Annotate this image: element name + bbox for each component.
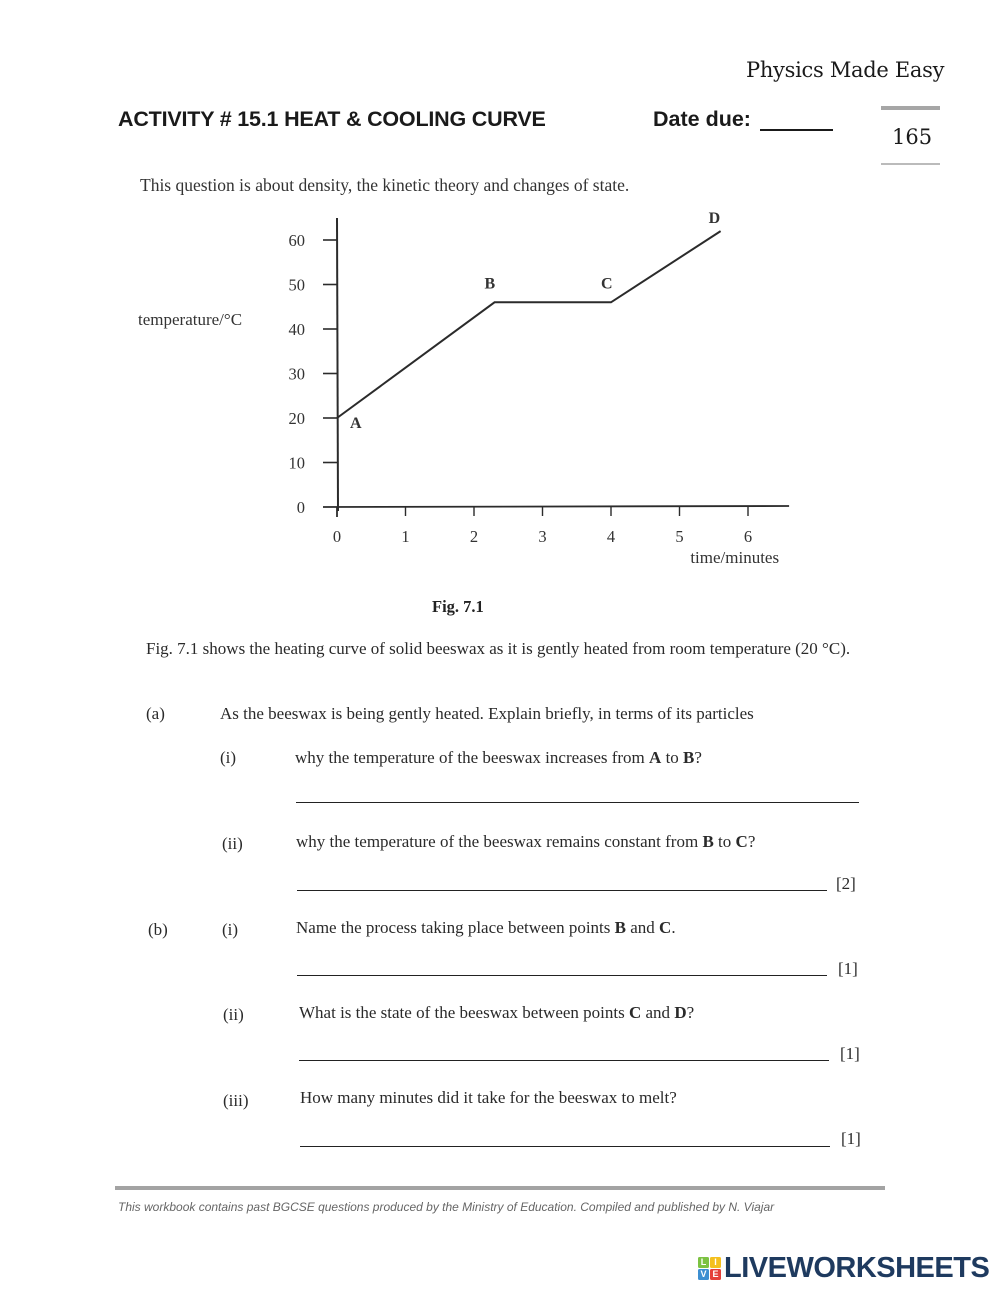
y-tick-label: 50 bbox=[288, 275, 305, 295]
question-text-segment: Name the process taking place between points bbox=[296, 918, 615, 937]
date-due-blank[interactable] bbox=[760, 129, 833, 131]
question-a-i-label: (i) bbox=[220, 748, 237, 767]
x-tick-label: 6 bbox=[743, 527, 753, 546]
page-number-rule-bottom bbox=[881, 163, 940, 165]
question-b-i-text bbox=[296, 918, 676, 938]
point-label-c: C bbox=[601, 275, 613, 293]
x-axis-label: time/minutes bbox=[690, 548, 780, 567]
point-label-a: A bbox=[350, 415, 362, 432]
question-text-segment: to bbox=[661, 748, 684, 767]
question-text-segment: why the temperature of the beeswax increases from bbox=[295, 748, 650, 767]
question-text-segment: ? bbox=[686, 1003, 695, 1022]
footer-rule bbox=[115, 1186, 885, 1190]
question-a-ii-label: (ii) bbox=[222, 834, 243, 853]
y-tick-label: 30 bbox=[288, 364, 305, 384]
date-due-label: Date due: bbox=[653, 107, 751, 131]
answer-line-a-i[interactable] bbox=[296, 802, 859, 803]
logo-tile: E bbox=[710, 1269, 721, 1280]
logo-tile: I bbox=[710, 1257, 721, 1268]
marks-b-i: [1] bbox=[838, 959, 858, 978]
point-label: C bbox=[659, 918, 672, 937]
logo-tile: L bbox=[698, 1257, 709, 1268]
liveworksheets-logo[interactable] bbox=[698, 1252, 990, 1284]
question-text-segment: why the temperature of the beeswax remains constant from bbox=[296, 832, 703, 851]
y-tick-label: 0 bbox=[296, 498, 305, 517]
question-text-segment: ? bbox=[747, 832, 756, 851]
y-tick-label: 60 bbox=[288, 231, 305, 250]
y-tick-label: 40 bbox=[288, 320, 305, 339]
marks-a-ii: [2] bbox=[836, 874, 856, 893]
question-text-segment: . bbox=[671, 918, 676, 937]
point-label: D bbox=[674, 1003, 687, 1022]
x-tick-label: 4 bbox=[606, 527, 616, 546]
answer-line-a-ii[interactable] bbox=[297, 890, 827, 891]
question-a-label: (a) bbox=[146, 704, 165, 723]
page-number: 165 bbox=[892, 125, 933, 149]
intro-text: This question is about density, the kinetic theory and changes of state. bbox=[140, 175, 630, 195]
logo-tiles-icon bbox=[698, 1257, 721, 1280]
x-tick-label: 5 bbox=[675, 527, 684, 546]
marks-b-ii: [1] bbox=[840, 1044, 860, 1063]
logo-tile: V bbox=[698, 1269, 709, 1280]
question-a-ii-text bbox=[296, 832, 755, 852]
x-axis-line bbox=[323, 506, 789, 507]
book-title: Physics Made Easy bbox=[746, 58, 945, 82]
footer-credit-text: This workbook contains past BGCSE questions produced by the Ministry of Education. Compiled and published by N. Viajar bbox=[118, 1200, 775, 1214]
question-text-segment: What is the state of the beeswax between points bbox=[299, 1003, 629, 1022]
point-label: A bbox=[649, 748, 662, 767]
point-label: C bbox=[735, 832, 748, 851]
heating-curve-line bbox=[337, 231, 721, 418]
question-text-segment: ? bbox=[694, 748, 702, 767]
activity-title: ACTIVITY # 15.1 HEAT & COOLING CURVE bbox=[118, 107, 546, 131]
point-label-b: B bbox=[484, 275, 496, 293]
question-b-ii-text bbox=[299, 1003, 694, 1023]
question-text-segment: and bbox=[641, 1003, 675, 1022]
point-label-d: D bbox=[708, 210, 721, 228]
y-axis-line bbox=[337, 218, 338, 511]
logo-wordmark: LIVEWORKSHEETS bbox=[724, 1252, 990, 1284]
point-label: B bbox=[683, 748, 695, 767]
x-tick-label: 3 bbox=[538, 527, 547, 546]
x-tick-label: 1 bbox=[401, 527, 410, 546]
page-number-rule-top bbox=[881, 106, 940, 110]
question-b-label: (b) bbox=[148, 920, 168, 939]
answer-line-b-iii[interactable] bbox=[300, 1146, 830, 1147]
point-label: B bbox=[702, 832, 714, 851]
answer-line-b-ii[interactable] bbox=[299, 1060, 829, 1061]
figure-description: Fig. 7.1 shows the heating curve of solid beeswax as it is gently heated from room temperature (20 °C). bbox=[146, 639, 851, 658]
question-text-segment: and bbox=[626, 918, 660, 937]
x-tick-label: 0 bbox=[332, 527, 342, 546]
marks-b-iii: [1] bbox=[841, 1129, 861, 1148]
question-a-text: As the beeswax is being gently heated. Explain briefly, in terms of its particles bbox=[220, 704, 754, 723]
question-a-i-text bbox=[295, 748, 702, 768]
question-text-segment: to bbox=[713, 832, 736, 851]
question-b-ii-label: (ii) bbox=[223, 1005, 244, 1024]
x-tick-label: 2 bbox=[469, 527, 479, 546]
question-b-i-label: (i) bbox=[222, 920, 239, 939]
figure-caption: Fig. 7.1 bbox=[432, 597, 484, 616]
y-tick-label: 20 bbox=[288, 409, 305, 428]
y-axis-label: temperature/°C bbox=[138, 310, 243, 329]
y-tick-label: 10 bbox=[288, 453, 305, 473]
answer-line-b-i[interactable] bbox=[297, 975, 827, 976]
question-b-iii-label: (iii) bbox=[223, 1091, 249, 1110]
question-b-iii-text: How many minutes did it take for the beeswax to melt? bbox=[300, 1088, 677, 1107]
point-label: B bbox=[614, 918, 626, 937]
point-label: C bbox=[628, 1003, 642, 1022]
heating-curve-chart bbox=[120, 200, 800, 580]
